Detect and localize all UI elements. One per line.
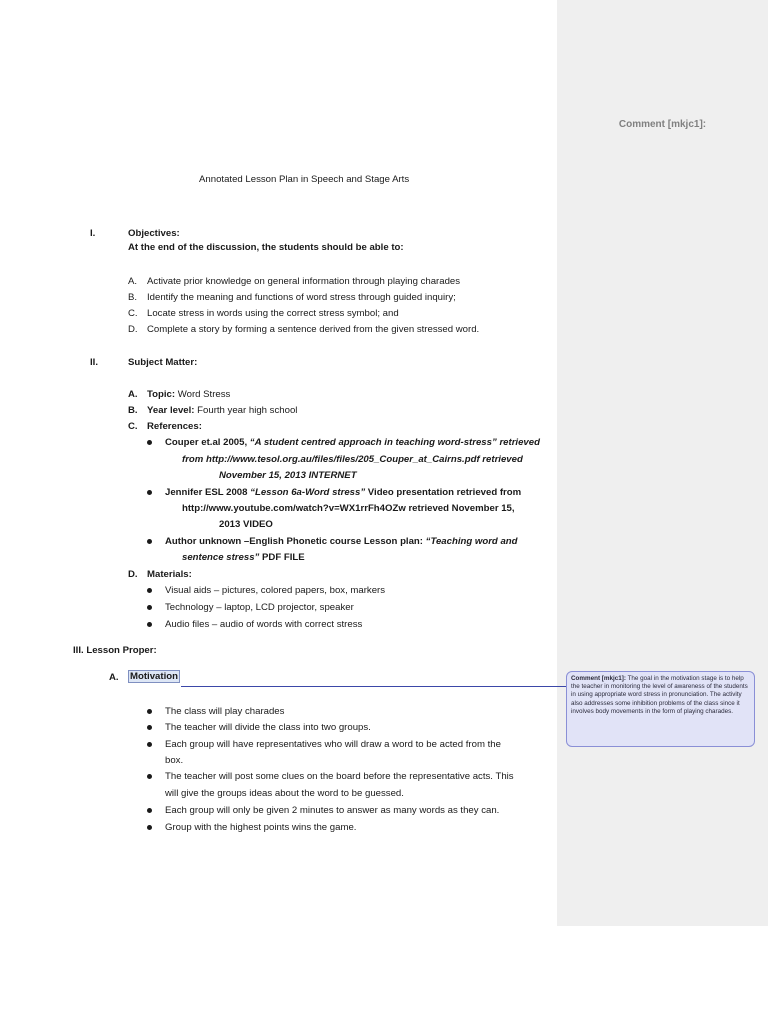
year-line (147, 405, 297, 417)
item-letter-b: B. (128, 405, 138, 416)
document-title: Annotated Lesson Plan in Speech and Stage Arts (199, 174, 410, 185)
topic-value: Word Stress (177, 389, 231, 400)
bullet-icon (147, 825, 152, 830)
comment-connector-elbow (555, 676, 566, 687)
section-2-heading: Subject Matter: (128, 357, 198, 368)
reference-2-line-1 (165, 487, 521, 499)
reference-2-author: Jennifer ESL 2008 (165, 487, 251, 498)
reference-1-author: Couper et.al 2005, (165, 437, 250, 448)
motivation-bullet-cont: will give the groups ideas about the word to be guessed. (165, 788, 404, 799)
item-letter-c: C. (128, 421, 138, 432)
bullet-icon (147, 440, 152, 445)
reference-3-line-2 (182, 552, 305, 564)
reference-1-line-1 (165, 437, 540, 449)
comment-balloon[interactable] (566, 671, 755, 747)
reference-3-line-1 (165, 536, 518, 548)
section-1-intro: At the end of the discussion, the students should be able to: (128, 242, 404, 253)
objective-text: Activate prior knowledge on general information through playing charades (147, 276, 461, 287)
year-label: Year level: (147, 405, 195, 416)
section-2-number: II. (90, 357, 98, 368)
objective-text: Locate stress in words using the correct stress symbol; and (147, 308, 399, 319)
motivation-bullet-cont: box. (165, 755, 184, 766)
reference-2-title: “Lesson 6a-Word stress” (250, 487, 366, 498)
bullet-icon (147, 808, 152, 813)
comment-anchor-highlight[interactable]: Motivation (130, 671, 178, 682)
year-value: Fourth year high school (197, 405, 298, 416)
markup-pane-title: Comment [mkjc1]: (618, 119, 707, 130)
bullet-icon (147, 605, 152, 610)
item-letter-a: A. (128, 389, 138, 400)
material-item: Technology – laptop, LCD projector, speaker (165, 602, 354, 613)
comment-text: The goal in the motivation stage is to help the teacher in monitoring the level of awareness of the students in using appropriate word stress in pronunciation. The activity also addresses some inhibition problems of the class since it involves body movements in the form of playing charades. (571, 675, 748, 715)
section-1-number: I. (90, 228, 96, 239)
bullet-icon (147, 774, 152, 779)
comment-label: Comment [mkjc1]: (571, 675, 626, 682)
material-item: Audio files – audio of words with correct stress (165, 619, 363, 630)
reference-1-line-3: November 15, 2013 INTERNET (219, 470, 357, 481)
motivation-bullet: Each group will have representatives who will draw a word to be acted from the (165, 739, 501, 750)
objective-letter: C. (128, 308, 138, 319)
motivation-bullet: The class will play charades (165, 706, 285, 717)
bullet-icon (147, 539, 152, 544)
reference-1-title: “A student centred approach in teaching word-stress” retrieved (249, 437, 540, 448)
reference-1-line-2: from http://www.tesol.org.au/files/files/205_Couper_at_Cairns.pdf retrieved (182, 454, 523, 465)
reference-3-type: PDF FILE (259, 552, 305, 563)
references-label: References: (147, 421, 202, 432)
topic-label: Topic: (147, 389, 176, 400)
objective-letter: A. (128, 276, 138, 287)
motivation-bullet: Group with the highest points wins the game. (165, 822, 357, 833)
item-letter-d: D. (128, 569, 138, 580)
motivation-bullet: The teacher will divide the class into two groups. (165, 722, 371, 733)
markup-pane (557, 0, 768, 926)
motivation-letter: A. (109, 672, 119, 683)
bullet-icon (147, 622, 152, 627)
topic-line (147, 389, 230, 401)
bullet-icon (147, 709, 152, 714)
reference-2-line-2: http://www.youtube.com/watch?v=WX1rrFh4OZw retrieved November 15, (182, 503, 515, 514)
materials-label: Materials: (147, 569, 192, 580)
objective-letter: D. (128, 324, 138, 335)
section-1-heading: Objectives: (128, 228, 180, 239)
reference-3-title: “Teaching word and (425, 536, 518, 547)
bullet-icon (147, 725, 152, 730)
objective-letter: B. (128, 292, 138, 303)
material-item: Visual aids – pictures, colored papers, box, markers (165, 585, 386, 596)
reference-2-type: Video presentation retrieved from (365, 487, 522, 498)
reference-3-title-cont: sentence stress” (182, 552, 260, 563)
bullet-icon (147, 588, 152, 593)
bullet-icon (147, 742, 152, 747)
section-3-heading: III. Lesson Proper: (73, 645, 157, 656)
motivation-bullet: Each group will only be given 2 minutes to answer as many words as they can. (165, 805, 500, 816)
motivation-heading[interactable] (128, 671, 180, 683)
reference-2-line-3: 2013 VIDEO (219, 519, 273, 530)
bullet-icon (147, 490, 152, 495)
objective-text: Complete a story by forming a sentence derived from the given stressed word. (147, 324, 480, 335)
comment-connector-line (181, 686, 556, 687)
motivation-bullet: The teacher will post some clues on the board before the representative acts. This (165, 771, 514, 782)
reference-3-author: Author unknown –English Phonetic course Lesson plan: (165, 536, 426, 547)
objective-text: Identify the meaning and functions of word stress through guided inquiry; (147, 292, 456, 303)
